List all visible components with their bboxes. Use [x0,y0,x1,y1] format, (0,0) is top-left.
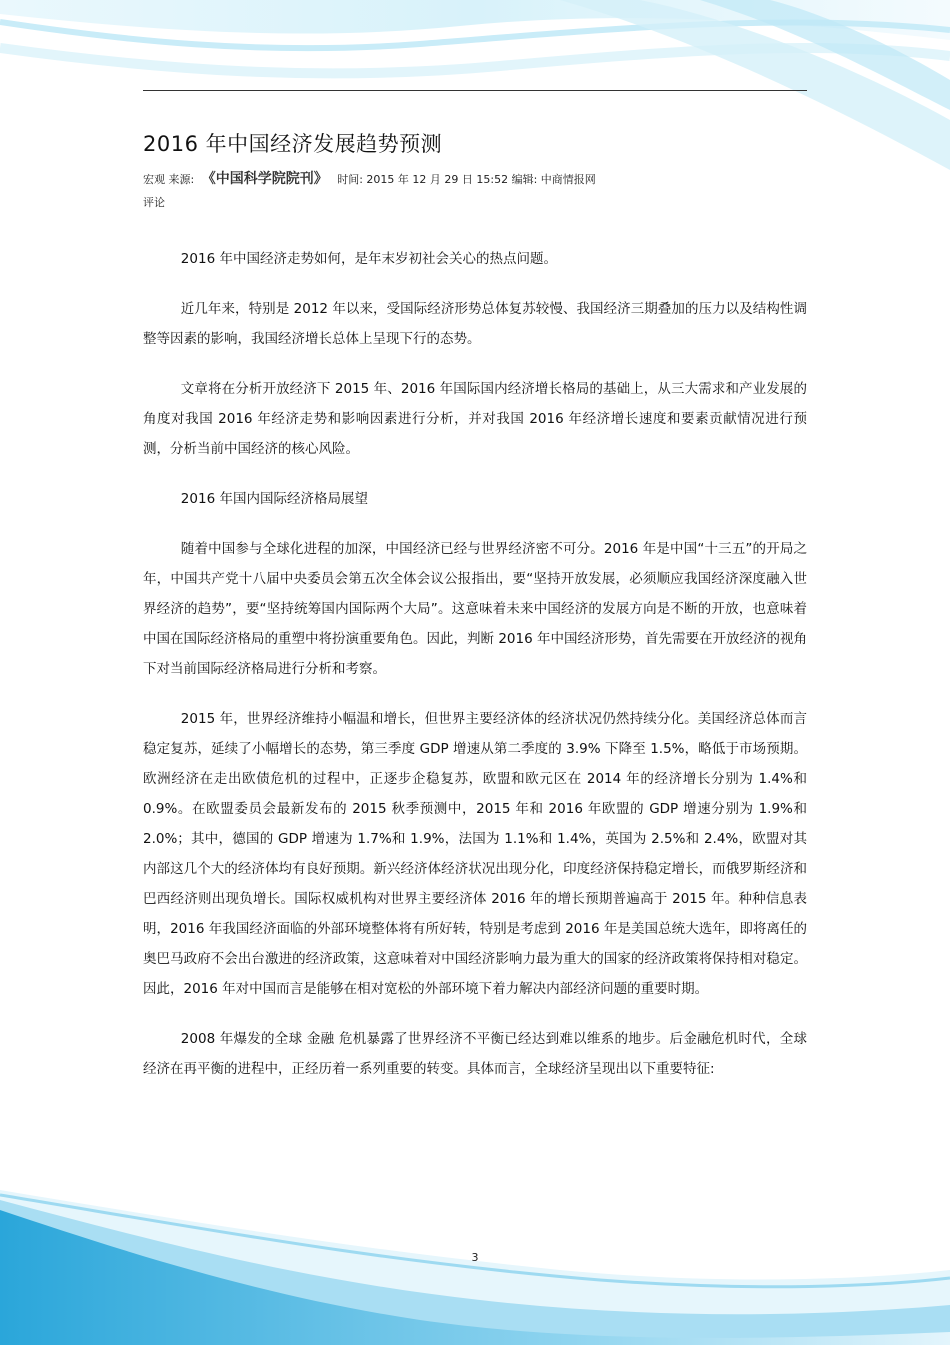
header-rule [143,90,807,91]
article-body [143,244,807,1104]
meta-journal-name: 《中国科学院院刊》 [201,171,328,187]
paragraph: 2015 年，世界经济维持小幅温和增长，但世界主要经济体的经济状况仍然持续分化。美国经济总体而言稳定复苏，延续了小幅增长的态势，第三季度 GDP 增速从第二季度的 3.9% 下降至 1.5%，略低于市场预期。欧洲经济在走出欧债危机的过程中，正逐步企稳复苏，欧盟和欧元区在 2014 年的经济增长分别为 1.4%和 0.9%。在欧盟委员会最新发布的 2015 秋季预测中，2015 年和 2016 年欧盟的 GDP 增速分别为 1.9%和 2.0%；其中，德国的 GDP 增速为 1.7%和 1.9%，法国为 1.1%和 1.4%，英国为 2.5%和 2.4%，欧盟对其内部这几个大的经济体均有良好预期。新兴经济体经济状况出现分化，印度经济保持稳定增长，而俄罗斯经济和巴西经济则出现负增长。国际权威机构对世界主要经济体 2016 年的增长预期普遍高于 2015 年。种种信息表明，2016 年我国经济面临的外部环境整体将有所好转，特别是考虑到 2016 年是美国总统大选年，即将离任的奥巴马政府不会出台激进的经济政策，这意味着对中国经济影响力最为重大的国家的经济政策将保持相对稳定。因此，2016 年对中国而言是能够在相对宽松的外部环境下着力解决内部经济问题的重要时期。 [143,711,807,997]
page-number: 3 [471,1251,479,1264]
section-heading: 2016 年国内国际经济格局展望 [180,491,368,507]
paragraph: 2008 年爆发的全球 金融 危机暴露了世界经济不平衡已经达到难以维系的地步。后金融危机时代，全球经济在再平衡的进程中，正经历着一系列重要的转变。具体而言，全球经济呈现出以下重要特征: [143,1031,807,1077]
meta-source-label: 宏观 来源: [143,173,195,186]
meta-time-editor: 时间: 2015 年 12 月 29 日 15:52 编辑: 中商情报网 [337,173,596,186]
paragraph: 随着中国参与全球化进程的加深，中国经济已经与世界经济密不可分。2016 年是中国“十三五”的开局之年，中国共产党十八届中央委员会第五次全体会议公报指出，要“坚持开放发展，必须顺应我国经济深度融入世界经济的趋势”，要“坚持统筹国内国际两个大局”。这意味着未来中国经济的发展方向是不断的开放，也意味着中国在国际经济格局的重塑中将扮演重要角色。因此，判断 2016 年中国经济形势，首先需要在开放经济的视角下对当前国际经济格局进行分析和考察。 [143,541,807,677]
document-title: 2016 年中国经济发展趋势预测 [143,132,443,156]
meta-line [143,171,596,188]
paragraph: 近几年来，特别是 2012 年以来，受国际经济形势总体复苏较慢、我国经济三期叠加的压力以及结构性调整等因素的影响，我国经济增长总体上呈现下行的态势。 [143,301,807,347]
paragraph: 2016 年中国经济走势如何，是年末岁初社会关心的热点问题。 [180,251,557,267]
paragraph: 文章将在分析开放经济下 2015 年、2016 年国际国内经济增长格局的基础上，从三大需求和产业发展的角度对我国 2016 年经济走势和影响因素进行分析，并对我国 2016 年经济增长速度和要素贡献情况进行预测，分析当前中国经济的核心风险。 [143,381,807,457]
comment-link[interactable]: 评论 [143,196,165,209]
